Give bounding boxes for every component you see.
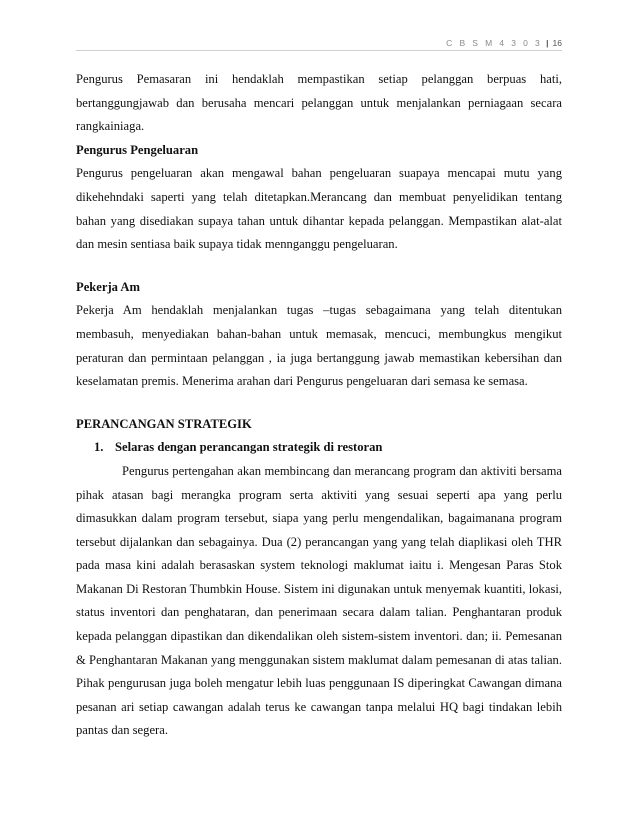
paragraph-pekerja-am: Pekerja Am hendaklah menjalankan tugas –tugas sebagaimana yang telah ditentukan membasuh, menyediakan bahan-bahan untuk memasak, mencuci, membungkus mengikut peraturan dan permintaan pelanggan , ia juga bertanggung jawab memastikan kebersihan dan keselamatan premis. Menerima arahan dari Pengurus pengeluaran dari semasa ke semasa. [76, 303, 562, 389]
strategy-list [76, 436, 562, 743]
list-item-body [76, 460, 562, 743]
page-content [76, 68, 562, 743]
heading-pengurus-pengeluaran: Pengurus Pengeluaran [76, 142, 199, 157]
header-separator: | [546, 38, 549, 48]
list-item-title [76, 436, 562, 460]
course-code: C B S M 4 3 0 3 [446, 38, 543, 48]
list-item-number: 1. [94, 440, 104, 455]
paragraph-pemasaran: Pengurus Pemasaran ini hendaklah mempastikan setiap pelanggan berpuas hati, bertanggungjawab dan berusaha mencari pelanggan untuk menjalankan perniagaan secara rangkainiaga. [76, 72, 562, 134]
spacer [76, 257, 562, 276]
heading-pekerja-am: Pekerja Am [76, 279, 140, 294]
heading-perancangan-strategik: PERANCANGAN STRATEGIK [76, 416, 252, 431]
paragraph-pengeluaran: Pengurus pengeluaran akan mengawal bahan pengeluaran suapaya mencapai mutu yang dikehehndaki saperti yang telah ditetapkan.Merancang dan membuat penyelidikan tentang bahan yang disediakan supaya tahan untuk dihantar kepada pelanggan. Mempastikan alat-alat dan mesin sentiasa baik supaya tidak mennganggu pengeluaran. [76, 166, 562, 252]
page-number: 16 [552, 38, 562, 48]
page-header [446, 38, 562, 48]
list-item-text: Pengurus pertengahan akan membincang dan merancang program dan aktiviti bersama pihak atasan bagi merangka program serta aktiviti yang sesuai seperti apa yang perlu dimasukkan dalam program tersebut, siapa yang perlu mengendalikan, bagaimanana program tersebut dijalankan dan sebagainya. Dua (2) perancangan yang yang telah diaplikasi oleh THR pada masa kini adalah berasaskan system teknologi maklumat iaitu i. Mengesan Paras Stok Makanan Di Restoran Thumbkin House. Sistem ini digunakan untuk menyemak kuantiti, lokasi, status inventori dan penghataran, dan penerimaan secara dalam talian. Penghantaran produk kepada pelanggan dipastikan dan dikendalikan oleh sistem-sistem inventori. dan; ii. Pemesanan & Penghantaran Makanan yang menggunakan sistem maklumat dalam pemesanan di atas talian. Pihak pengurusan juga boleh mengatur lebih luas penggunaan IS diperingkat Cawangan dimana pesanan ari setiap cawangan adalah terus ke cawangan tanpa melalui HQ bagi tindakan lebih pantas dan segera. [76, 463, 562, 738]
spacer [76, 394, 562, 413]
list-item-heading: Selaras dengan perancangan strategik di restoran [115, 440, 383, 455]
header-rule [76, 50, 562, 51]
